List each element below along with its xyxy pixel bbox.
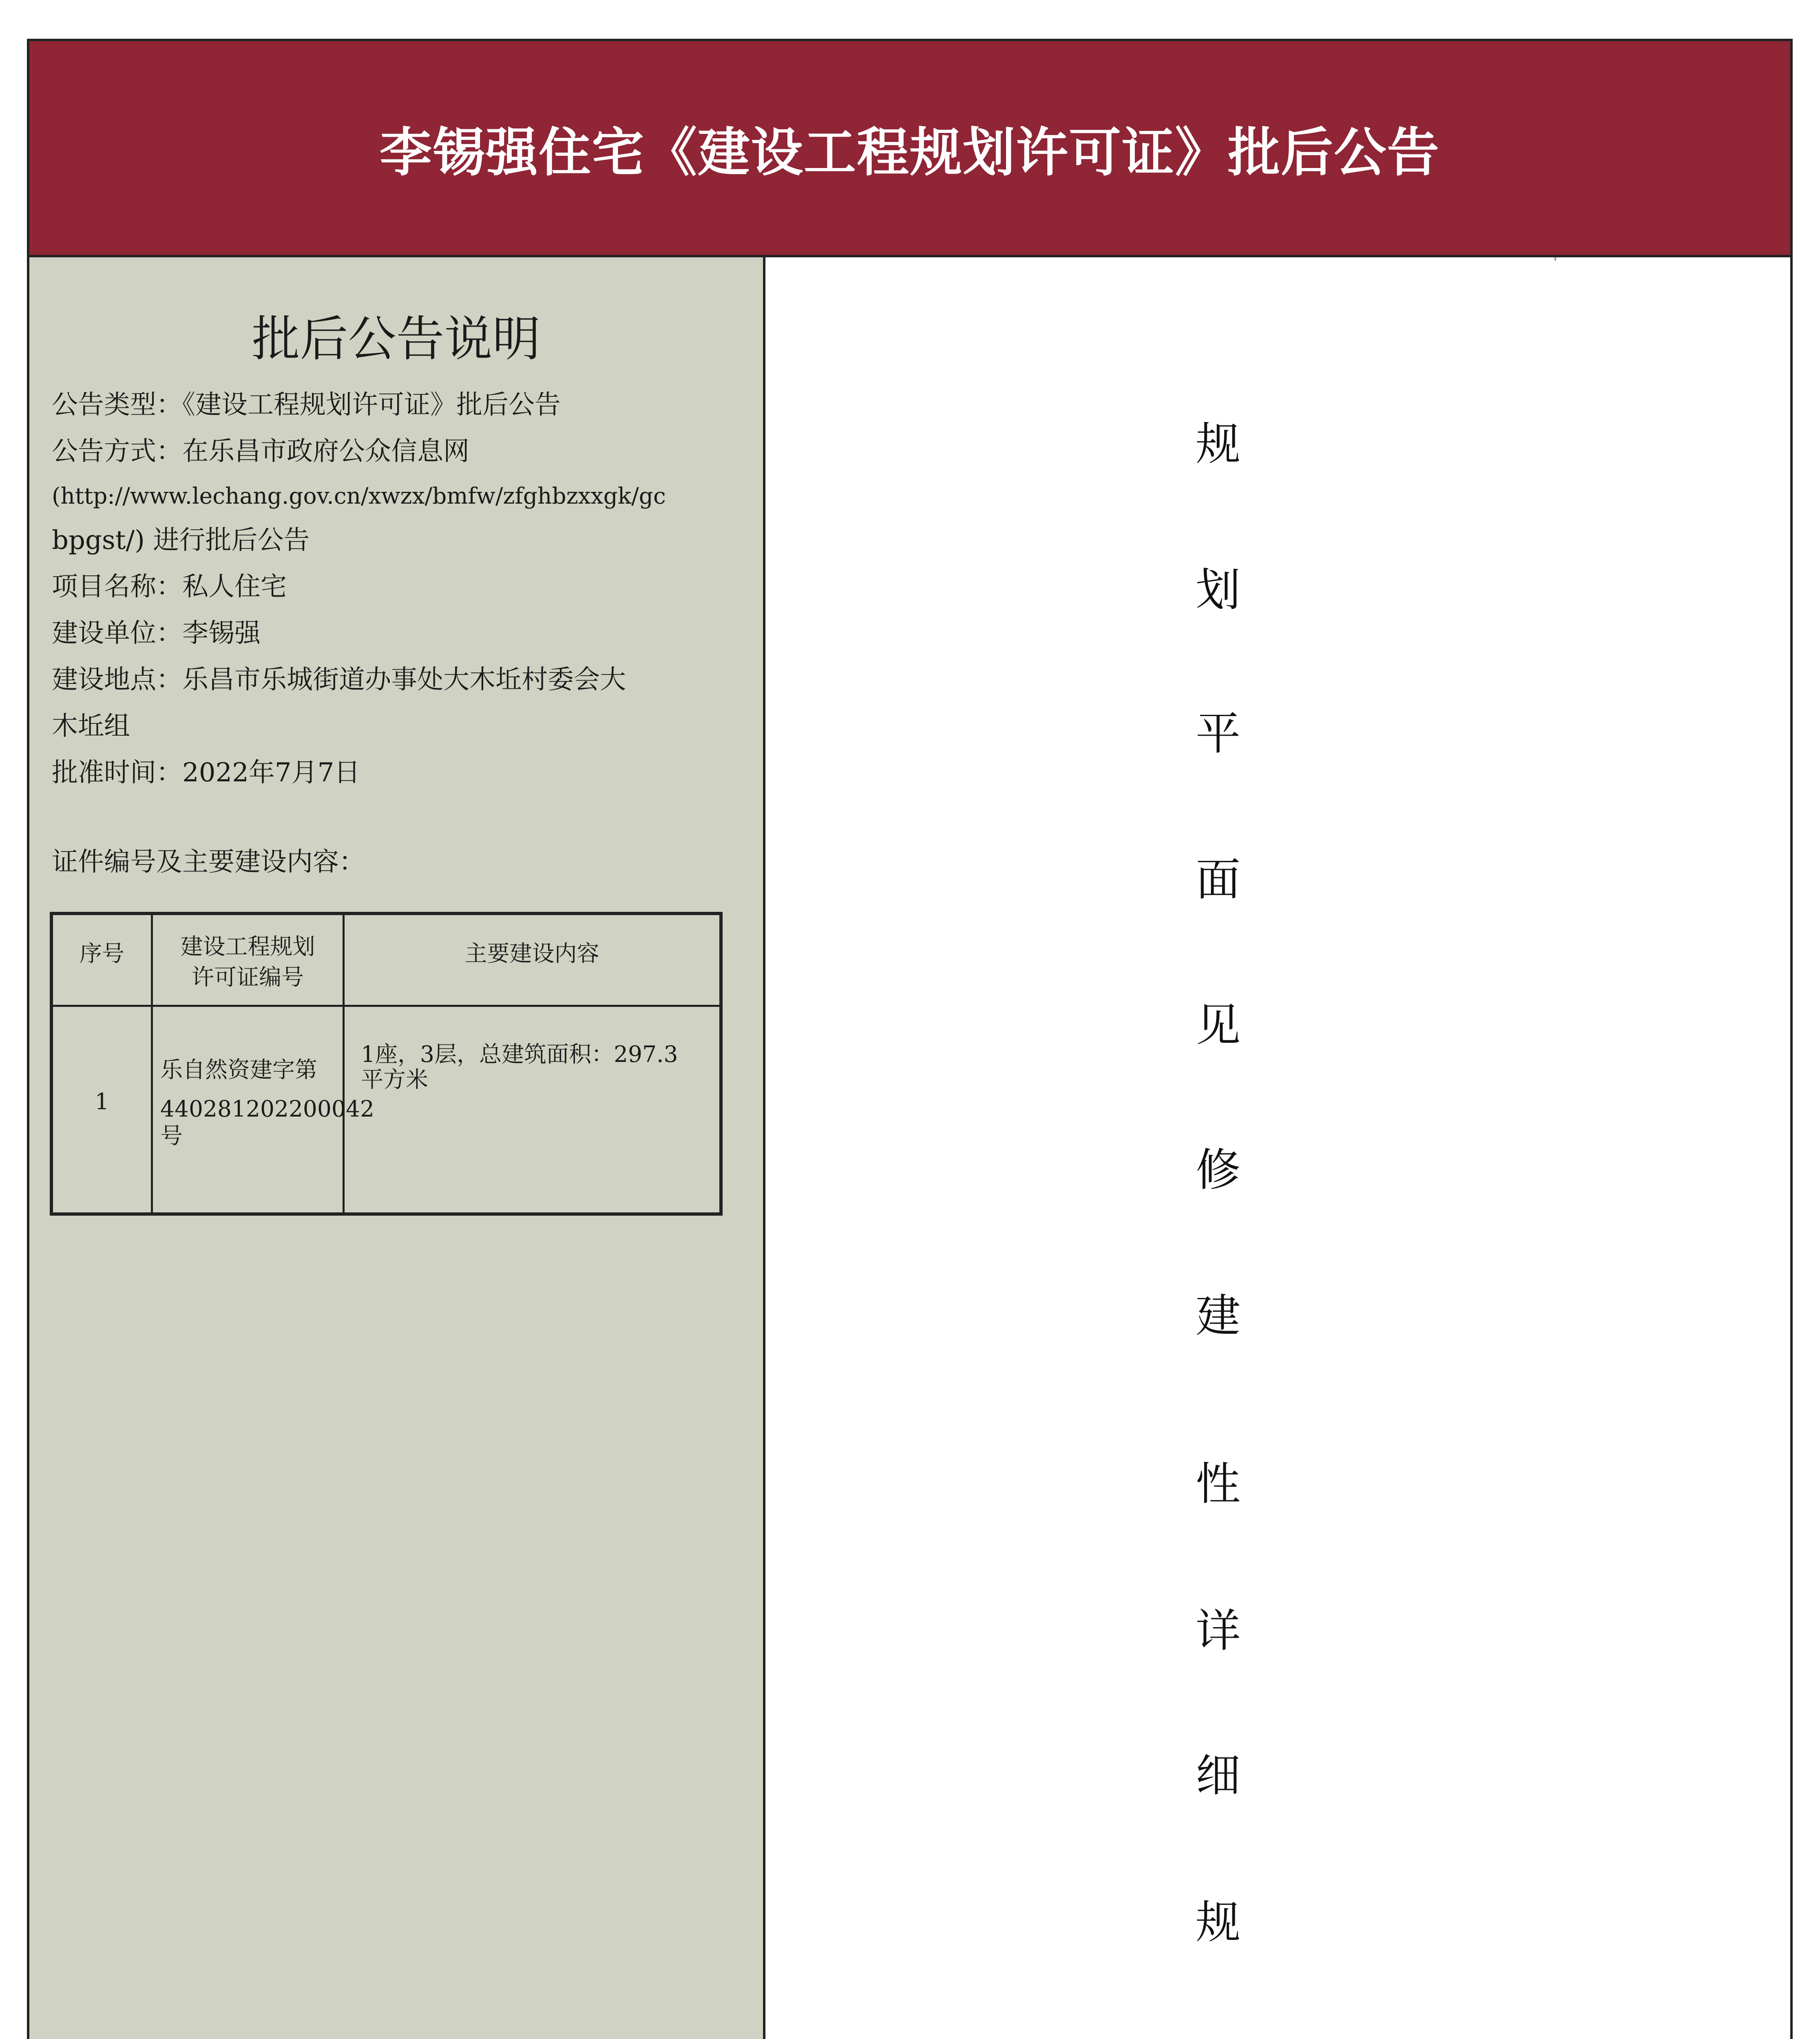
cert-table <box>50 912 723 1216</box>
header-banner <box>29 41 1790 257</box>
notice-frame <box>27 39 1793 2039</box>
plan-label-char: 性 <box>1196 1458 1241 1510</box>
construction-unit: 建设单位：李锡强 <box>52 618 261 648</box>
plan-label-char: 划 <box>1196 564 1241 616</box>
plan-label-char: 规 <box>1196 1896 1241 1948</box>
plan-label-char: 面 <box>1196 854 1241 906</box>
project-name: 项目名称：私人住宅 <box>52 572 287 602</box>
table-header-seq: 序号 <box>53 915 153 1007</box>
plan-label-char: 平 <box>1196 708 1241 760</box>
table-header-content: 主要建设内容 <box>345 915 719 1007</box>
vertical-plan-label <box>765 257 1790 2039</box>
notice-panel <box>29 257 765 2039</box>
table-cell-content: 1座，3层，总建筑面积：297.3 平方米 <box>361 1041 678 1092</box>
plan-label-char: 建 <box>1196 1290 1241 1342</box>
notice-info <box>52 382 745 885</box>
plan-label-char: 细 <box>1196 1749 1241 1802</box>
notice-url-line2: bpgst/) 进行批后公告 <box>52 525 310 555</box>
plan-label-char: 规 <box>1196 418 1241 470</box>
plan-panel <box>765 257 1790 2039</box>
notice-url-line1: (http://www.lechang.gov.cn/xwzx/bmfw/zfghbzxxgk/gc <box>52 483 666 509</box>
notice-type: 公告类型：《建设工程规划许可证》批后公告 <box>52 390 561 420</box>
table-cell-seq: 1 <box>53 1007 153 1212</box>
page-title: 李锡强住宅《建设工程规划许可证》批后公告 <box>379 122 1440 183</box>
construction-location-line1: 建设地点：乐昌市乐城街道办事处大木坵村委会大 <box>52 665 626 695</box>
approval-date: 批准时间：2022年7月7日 <box>52 758 360 788</box>
table-cell-permit: 乐自然资建字第 440281202200042 号 <box>153 1007 345 1212</box>
plan-label-char: 修 <box>1196 1144 1241 1196</box>
plan-label-char: 详 <box>1196 1605 1241 1657</box>
construction-location-line2: 木坵组 <box>52 711 130 741</box>
plan-label-char <box>1194 2031 1243 2039</box>
cert-heading: 证件编号及主要建设内容： <box>52 847 365 877</box>
notice-title: 批后公告说明 <box>252 311 541 367</box>
notice-method: 公告方式：在乐昌市政府公众信息网 <box>52 436 469 467</box>
plan-label-char: 见 <box>1196 999 1241 1051</box>
table-header-permit: 建设工程规划 许可证编号 <box>153 915 345 1007</box>
